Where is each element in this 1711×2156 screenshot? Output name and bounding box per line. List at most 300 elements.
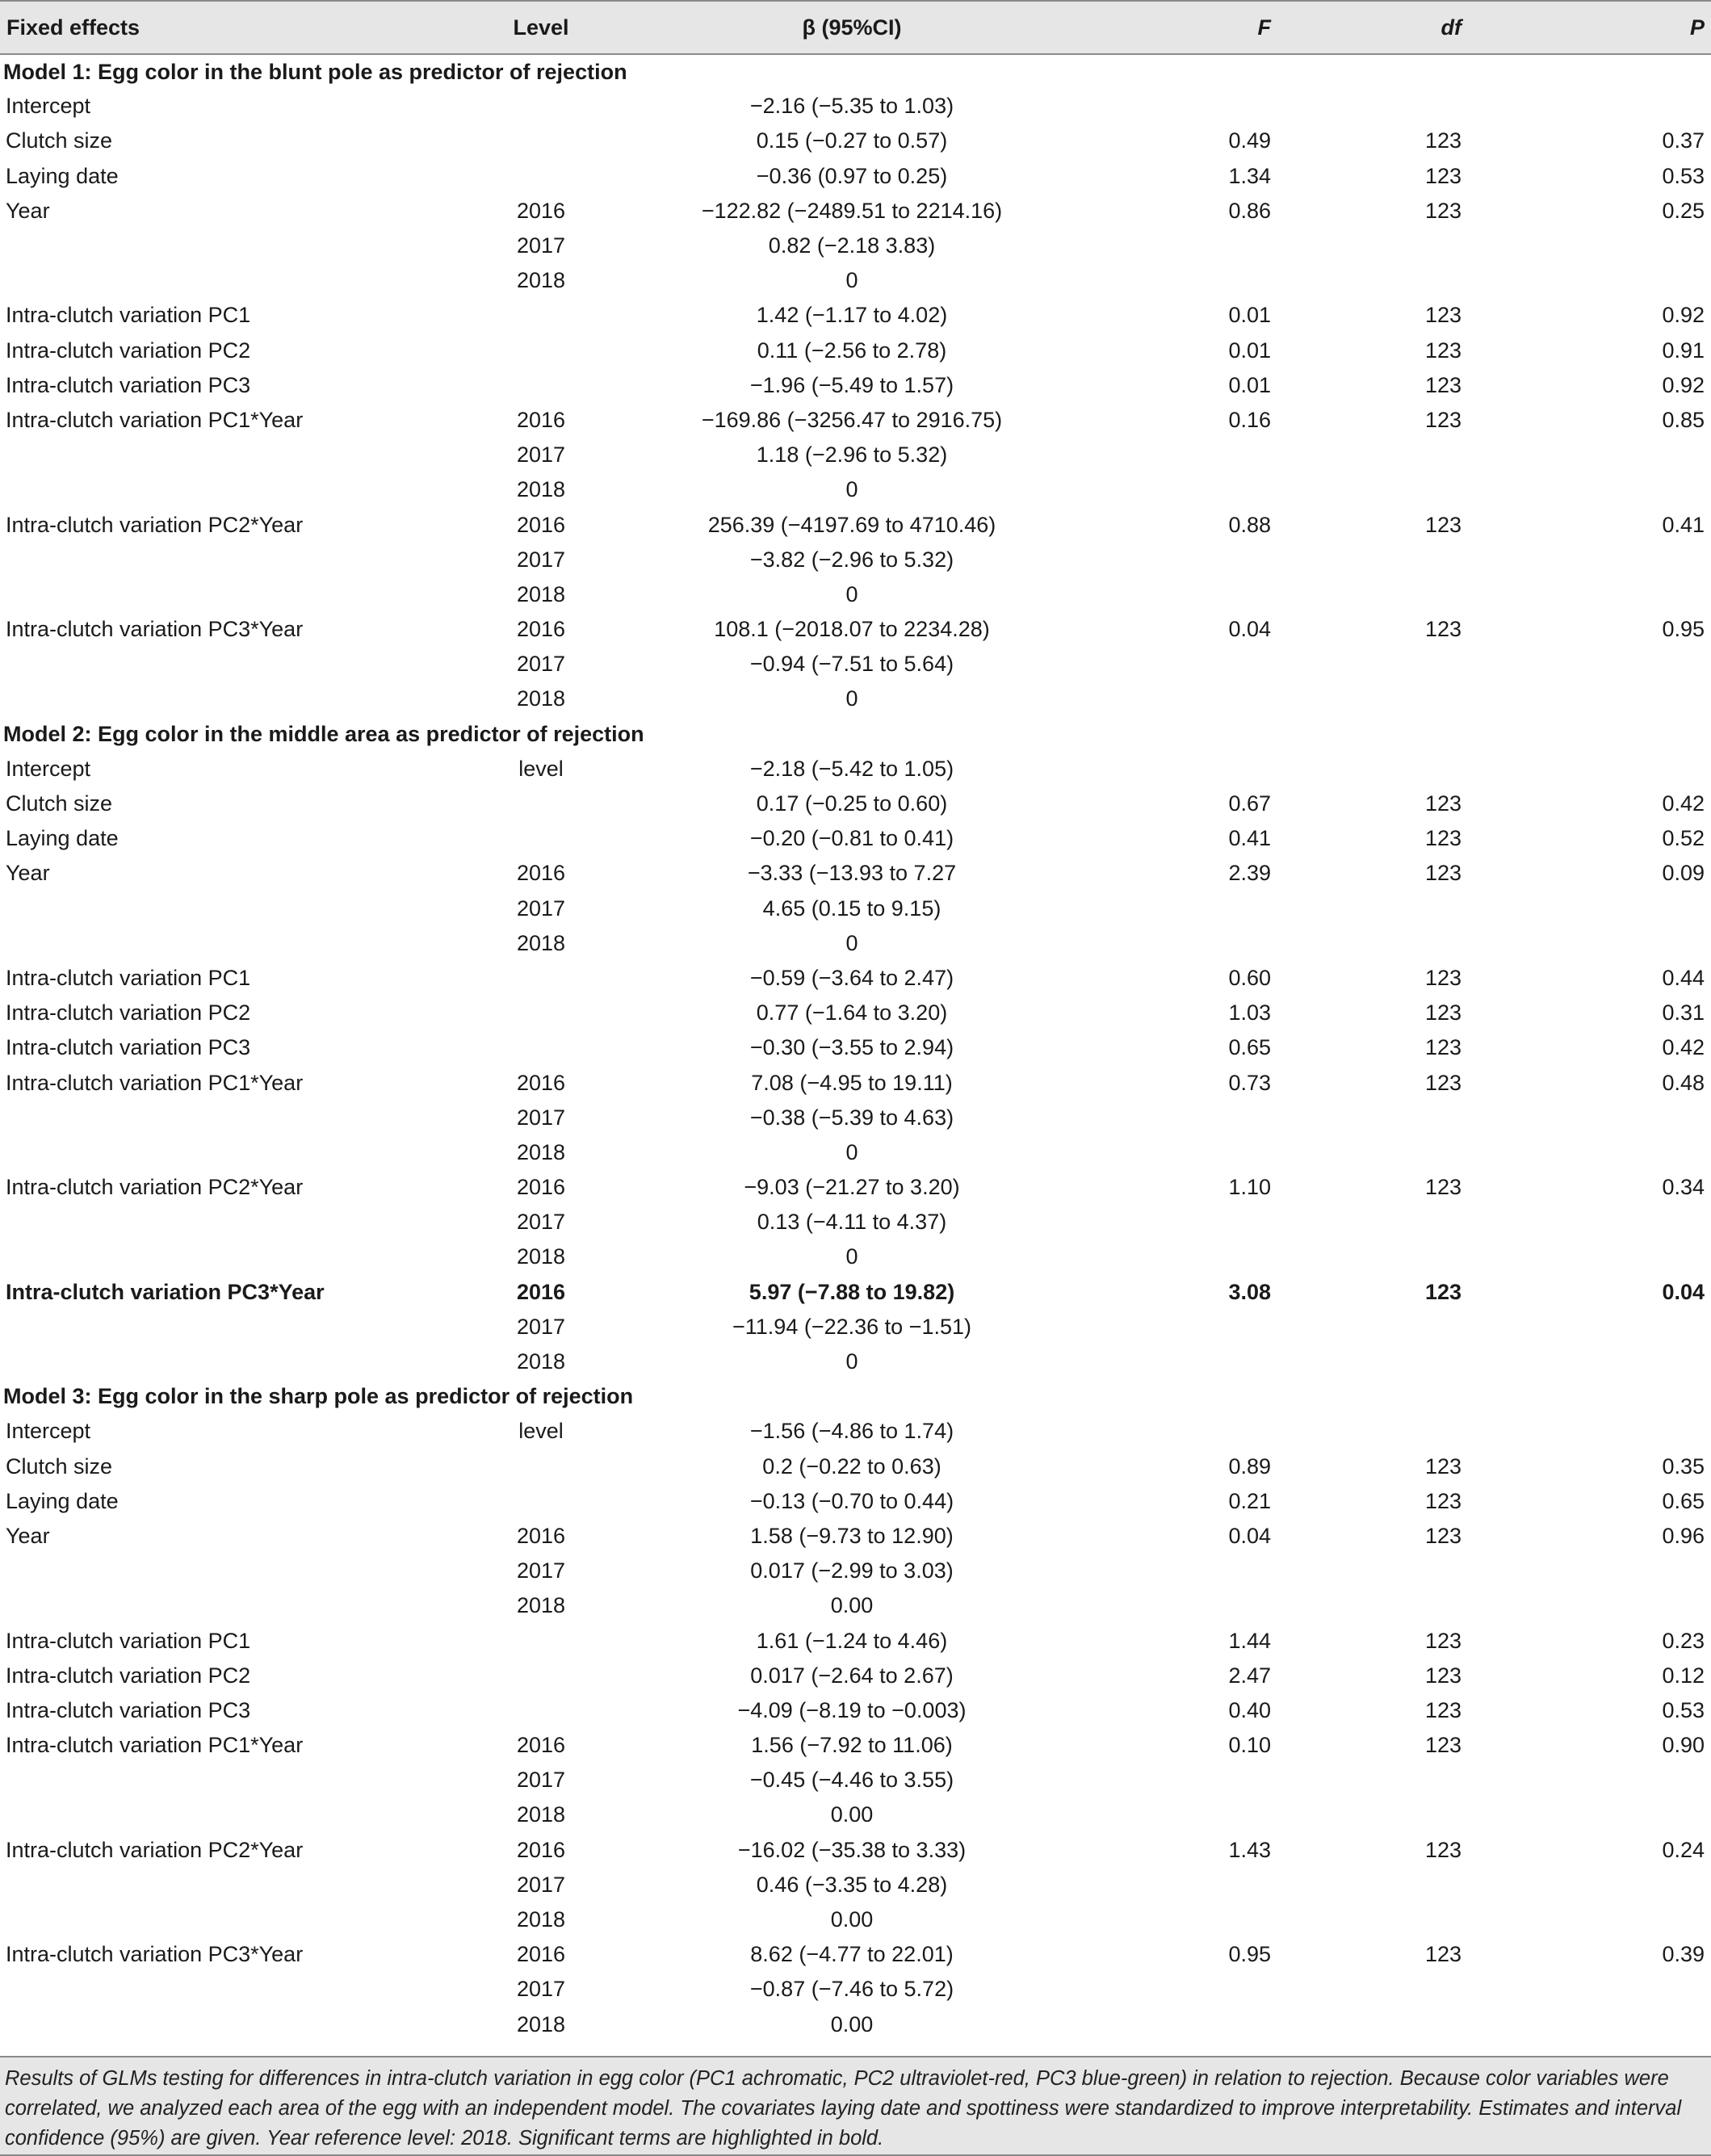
p-cell: 0.42 bbox=[1662, 1035, 1705, 1060]
df-cell bbox=[1308, 1554, 1518, 1588]
beta-cell: 0.00 bbox=[830, 1593, 874, 1618]
p-cell bbox=[1518, 1101, 1711, 1135]
df-cell: 123 bbox=[1424, 861, 1461, 886]
p-cell: 0.24 bbox=[1662, 1837, 1705, 1862]
f-cell: 0.95 bbox=[1228, 1942, 1271, 1967]
df-cell: 123 bbox=[1424, 1697, 1461, 1722]
level-cell bbox=[476, 1623, 606, 1658]
p-cell: 0.90 bbox=[1662, 1733, 1705, 1758]
p-cell: 0.65 bbox=[1662, 1488, 1705, 1513]
table-row bbox=[0, 891, 1711, 926]
beta-cell: 0.2 (−0.22 to 0.63) bbox=[762, 1453, 941, 1479]
df-cell: 123 bbox=[1424, 1000, 1461, 1026]
p-cell: 0.44 bbox=[1662, 965, 1705, 990]
effect-cell bbox=[0, 891, 476, 926]
p-cell: 0.39 bbox=[1662, 1942, 1705, 1967]
df-cell bbox=[1308, 1310, 1518, 1344]
f-cell bbox=[1098, 1797, 1308, 1832]
f-cell bbox=[1098, 89, 1308, 124]
level-cell: 2016 bbox=[516, 1070, 566, 1095]
level-cell: 2017 bbox=[516, 1105, 566, 1130]
effect-cell bbox=[0, 1101, 476, 1135]
effect-cell: Intercept bbox=[6, 94, 91, 119]
header-fixed-effects: Fixed effects bbox=[6, 15, 140, 40]
table-row bbox=[0, 507, 1711, 542]
df-cell bbox=[1308, 752, 1518, 786]
table-row bbox=[0, 159, 1711, 194]
f-cell: 0.01 bbox=[1228, 372, 1271, 397]
beta-cell: 0.00 bbox=[830, 2011, 874, 2036]
level-cell: 2017 bbox=[516, 1768, 566, 1793]
df-cell bbox=[1308, 1972, 1518, 2007]
df-cell: 123 bbox=[1424, 1523, 1461, 1548]
level-cell: 2017 bbox=[516, 233, 566, 258]
table-row bbox=[0, 647, 1711, 682]
table-row bbox=[0, 333, 1711, 368]
beta-cell: −1.56 (−4.86 to 1.74) bbox=[749, 1419, 954, 1444]
f-cell: 0.01 bbox=[1228, 338, 1271, 363]
df-cell bbox=[1308, 647, 1518, 682]
df-cell bbox=[1308, 1797, 1518, 1832]
p-cell bbox=[1518, 89, 1711, 124]
df-cell: 123 bbox=[1424, 1279, 1461, 1304]
df-cell: 123 bbox=[1424, 617, 1461, 642]
table-row bbox=[0, 298, 1711, 333]
f-cell bbox=[1098, 438, 1308, 472]
effect-cell: Clutch size bbox=[6, 128, 113, 153]
beta-cell: 0.00 bbox=[830, 1802, 874, 1827]
p-cell bbox=[1518, 1239, 1711, 1274]
level-cell: 2018 bbox=[516, 581, 566, 606]
df-cell: 123 bbox=[1424, 512, 1461, 537]
effect-cell: Laying date bbox=[6, 163, 119, 188]
df-cell: 123 bbox=[1424, 198, 1461, 223]
f-cell bbox=[1098, 1902, 1308, 1937]
p-cell bbox=[1518, 926, 1711, 961]
effect-cell: Intra-clutch variation PC2*Year bbox=[6, 1175, 304, 1200]
f-cell bbox=[1098, 263, 1308, 298]
beta-cell: −9.03 (−21.27 to 3.20) bbox=[744, 1175, 960, 1200]
p-cell: 0.42 bbox=[1662, 791, 1705, 816]
table-row bbox=[0, 1833, 1711, 1868]
p-cell: 0.52 bbox=[1662, 826, 1705, 851]
beta-cell: 0 bbox=[845, 268, 858, 293]
effect-cell bbox=[0, 472, 476, 507]
f-cell bbox=[1098, 1101, 1308, 1135]
df-cell bbox=[1308, 577, 1518, 612]
beta-cell: 0.82 (−2.18 3.83) bbox=[768, 233, 936, 258]
level-cell bbox=[476, 1030, 606, 1065]
table-row bbox=[0, 577, 1711, 612]
beta-cell: 256.39 (−4197.69 to 4710.46) bbox=[707, 512, 996, 537]
level-cell bbox=[476, 124, 606, 158]
beta-cell: 0.17 (−0.25 to 0.60) bbox=[756, 791, 948, 816]
df-cell bbox=[1308, 543, 1518, 577]
effect-cell: Intra-clutch variation PC1 bbox=[6, 1628, 251, 1653]
table-row bbox=[0, 1937, 1711, 1972]
p-cell bbox=[1518, 577, 1711, 612]
f-cell bbox=[1098, 891, 1308, 926]
effect-cell bbox=[0, 1902, 476, 1937]
table-row bbox=[0, 1239, 1711, 1274]
p-cell bbox=[1518, 2007, 1711, 2042]
f-cell bbox=[1098, 1135, 1308, 1170]
beta-cell: 0 bbox=[845, 686, 858, 711]
df-cell bbox=[1308, 1135, 1518, 1170]
table-row bbox=[0, 1414, 1711, 1449]
beta-cell: 8.62 (−4.77 to 22.01) bbox=[750, 1942, 954, 1967]
table-row bbox=[0, 1588, 1711, 1623]
header-row bbox=[0, 1, 1711, 54]
effect-cell bbox=[0, 926, 476, 961]
df-cell bbox=[1308, 1344, 1518, 1379]
effect-cell: Intra-clutch variation PC1 bbox=[6, 303, 251, 328]
p-cell: 0.31 bbox=[1662, 1000, 1705, 1026]
table-row bbox=[0, 682, 1711, 716]
level-cell bbox=[476, 821, 606, 856]
table-row bbox=[0, 1170, 1711, 1205]
p-cell: 0.91 bbox=[1662, 338, 1705, 363]
effect-cell bbox=[0, 1868, 476, 1902]
table-row bbox=[0, 752, 1711, 786]
level-cell: 2016 bbox=[516, 1733, 566, 1758]
p-cell: 0.04 bbox=[1662, 1279, 1705, 1304]
beta-cell: −0.59 (−3.64 to 2.47) bbox=[749, 965, 954, 990]
table-row bbox=[0, 1135, 1711, 1170]
level-cell bbox=[476, 1484, 606, 1519]
model-title: Model 2: Egg color in the middle area as predictor of rejection bbox=[3, 721, 644, 746]
f-cell: 0.41 bbox=[1228, 826, 1271, 851]
p-cell: 0.41 bbox=[1662, 512, 1705, 537]
p-cell bbox=[1518, 1797, 1711, 1832]
effect-cell: Intra-clutch variation PC2*Year bbox=[6, 1837, 304, 1862]
df-cell bbox=[1308, 1588, 1518, 1623]
table-row bbox=[0, 996, 1711, 1030]
beta-cell: −0.30 (−3.55 to 2.94) bbox=[749, 1035, 954, 1060]
table-row bbox=[0, 1659, 1711, 1693]
effect-cell: Intercept bbox=[6, 756, 91, 781]
table-row bbox=[0, 1972, 1711, 2007]
table-row bbox=[0, 194, 1711, 229]
effect-cell bbox=[0, 543, 476, 577]
df-cell: 123 bbox=[1424, 1070, 1461, 1095]
f-cell bbox=[1098, 1972, 1308, 2007]
level-cell: 2018 bbox=[516, 1907, 566, 1932]
table-caption: Results of GLMs testing for differences in intra-clutch variation in egg color (PC1 achromatic, PC2 ultraviolet-red, PC3 blue-green) in relation to rejection. Because color variables were correlated, we analyzed each area of the egg with an independent model. The covariates laying date and spottiness were standardized to improve interpretability. Estimates and interval confidence (95%) are given. Year reference level: 2018. Significant terms are highlighted in bold. bbox=[0, 2056, 1711, 2156]
df-cell: 123 bbox=[1424, 791, 1461, 816]
effect-cell: Year bbox=[6, 198, 50, 223]
effect-cell: Year bbox=[6, 1523, 50, 1548]
model-title-row bbox=[0, 1379, 1711, 1414]
table-row bbox=[0, 368, 1711, 403]
level-cell: 2016 bbox=[516, 617, 566, 642]
f-cell bbox=[1098, 229, 1308, 263]
p-cell: 0.34 bbox=[1662, 1175, 1705, 1200]
p-cell: 0.12 bbox=[1662, 1663, 1705, 1688]
level-cell: 2017 bbox=[516, 1872, 566, 1897]
df-cell bbox=[1308, 2007, 1518, 2042]
table-row bbox=[0, 856, 1711, 891]
table-row bbox=[0, 229, 1711, 263]
level-cell: 2018 bbox=[516, 686, 566, 711]
f-cell bbox=[1098, 1414, 1308, 1449]
p-cell: 0.92 bbox=[1662, 303, 1705, 328]
effect-cell bbox=[0, 1972, 476, 2007]
level-cell bbox=[476, 159, 606, 194]
beta-cell: 0 bbox=[845, 581, 858, 606]
beta-cell: 0 bbox=[845, 1139, 858, 1164]
level-cell: 2017 bbox=[516, 652, 566, 677]
level-cell: 2016 bbox=[516, 1837, 566, 1862]
beta-cell: 0.77 (−1.64 to 3.20) bbox=[756, 1000, 948, 1026]
level-cell: 2016 bbox=[516, 198, 566, 223]
f-cell bbox=[1098, 647, 1308, 682]
effect-cell bbox=[0, 1135, 476, 1170]
level-cell: 2017 bbox=[516, 547, 566, 572]
beta-cell: 0.00 bbox=[830, 1907, 874, 1932]
table-row bbox=[0, 1344, 1711, 1379]
f-cell: 2.39 bbox=[1228, 861, 1271, 886]
effect-cell bbox=[0, 2007, 476, 2042]
effect-cell bbox=[0, 263, 476, 298]
f-cell: 1.44 bbox=[1228, 1628, 1271, 1653]
effect-cell: Intra-clutch variation PC2*Year bbox=[6, 512, 304, 537]
p-cell bbox=[1518, 1135, 1711, 1170]
beta-cell: −0.13 (−0.70 to 0.44) bbox=[749, 1488, 954, 1513]
f-cell bbox=[1098, 1763, 1308, 1797]
f-cell: 0.16 bbox=[1228, 407, 1271, 432]
f-cell bbox=[1098, 1588, 1308, 1623]
table-row bbox=[0, 1693, 1711, 1728]
table-row bbox=[0, 961, 1711, 996]
f-cell bbox=[1098, 577, 1308, 612]
table-row bbox=[0, 124, 1711, 158]
df-cell: 123 bbox=[1424, 1453, 1461, 1479]
f-cell bbox=[1098, 472, 1308, 507]
f-cell: 0.60 bbox=[1228, 965, 1271, 990]
df-cell: 123 bbox=[1424, 1663, 1461, 1688]
beta-cell: 1.18 (−2.96 to 5.32) bbox=[756, 443, 948, 468]
df-cell: 123 bbox=[1424, 1733, 1461, 1758]
beta-cell: 1.61 (−1.24 to 4.46) bbox=[756, 1628, 948, 1653]
beta-cell: 1.56 (−7.92 to 11.06) bbox=[751, 1733, 953, 1758]
f-cell: 0.49 bbox=[1228, 128, 1271, 153]
level-cell: level bbox=[518, 1419, 564, 1444]
header-f: F bbox=[1257, 15, 1271, 40]
level-cell: 2017 bbox=[516, 1210, 566, 1235]
beta-cell: 0 bbox=[845, 1244, 858, 1269]
df-cell bbox=[1308, 472, 1518, 507]
df-cell: 123 bbox=[1424, 407, 1461, 432]
df-cell bbox=[1308, 1414, 1518, 1449]
level-cell bbox=[476, 333, 606, 368]
beta-cell: −0.87 (−7.46 to 5.72) bbox=[749, 1977, 954, 2002]
table-row bbox=[0, 1763, 1711, 1797]
table-row bbox=[0, 438, 1711, 472]
f-cell: 1.10 bbox=[1228, 1175, 1271, 1200]
p-cell bbox=[1518, 263, 1711, 298]
header-level: Level bbox=[513, 15, 569, 40]
beta-cell: −3.33 (−13.93 to 7.27 bbox=[747, 861, 957, 886]
level-cell: 2018 bbox=[516, 1802, 566, 1827]
df-cell bbox=[1308, 1902, 1518, 1937]
level-cell: 2016 bbox=[516, 1175, 566, 1200]
df-cell: 123 bbox=[1424, 1628, 1461, 1653]
level-cell: 2018 bbox=[516, 268, 566, 293]
p-cell: 0.37 bbox=[1662, 128, 1705, 153]
effect-cell: Laying date bbox=[6, 826, 119, 851]
p-cell bbox=[1518, 229, 1711, 263]
f-cell bbox=[1098, 1344, 1308, 1379]
level-cell: 2018 bbox=[516, 1139, 566, 1164]
f-cell bbox=[1098, 1239, 1308, 1274]
effect-cell: Intra-clutch variation PC2 bbox=[6, 1000, 251, 1026]
df-cell bbox=[1308, 438, 1518, 472]
header-p: P bbox=[1689, 15, 1705, 40]
table-row bbox=[0, 543, 1711, 577]
f-cell: 1.34 bbox=[1228, 163, 1271, 188]
effect-cell: Clutch size bbox=[6, 1453, 113, 1479]
f-cell: 0.73 bbox=[1228, 1070, 1271, 1095]
effect-cell bbox=[0, 1588, 476, 1623]
level-cell: 2018 bbox=[516, 477, 566, 502]
beta-cell: −16.02 (−35.38 to 3.33) bbox=[737, 1837, 967, 1862]
effect-cell: Intra-clutch variation PC1*Year bbox=[6, 1070, 304, 1095]
beta-cell: −2.16 (−5.35 to 1.03) bbox=[749, 94, 954, 119]
effect-cell bbox=[0, 1310, 476, 1344]
df-cell: 123 bbox=[1424, 1175, 1461, 1200]
table-row bbox=[0, 1623, 1711, 1658]
p-cell: 0.25 bbox=[1662, 198, 1705, 223]
beta-cell: 0.15 (−0.27 to 0.57) bbox=[756, 128, 948, 153]
df-cell bbox=[1308, 926, 1518, 961]
level-cell: 2017 bbox=[516, 443, 566, 468]
level-cell: 2018 bbox=[516, 2011, 566, 2036]
effect-cell: Intra-clutch variation PC3 bbox=[6, 372, 251, 397]
level-cell: 2018 bbox=[516, 1244, 566, 1269]
model-title: Model 1: Egg color in the blunt pole as predictor of rejection bbox=[3, 59, 627, 84]
df-cell: 123 bbox=[1424, 128, 1461, 153]
beta-cell: −169.86 (−3256.47 to 2916.75) bbox=[701, 407, 1003, 432]
beta-cell: 7.08 (−4.95 to 19.11) bbox=[751, 1070, 953, 1095]
level-cell bbox=[476, 996, 606, 1030]
beta-cell: 5.97 (−7.88 to 19.82) bbox=[749, 1279, 955, 1304]
effect-cell bbox=[0, 1205, 476, 1239]
f-cell bbox=[1098, 682, 1308, 716]
df-cell: 123 bbox=[1424, 1035, 1461, 1060]
f-cell bbox=[1098, 1554, 1308, 1588]
p-cell bbox=[1518, 438, 1711, 472]
effect-cell: Intra-clutch variation PC1*Year bbox=[6, 1733, 304, 1758]
beta-cell: 1.42 (−1.17 to 4.02) bbox=[756, 303, 948, 328]
p-cell: 0.23 bbox=[1662, 1628, 1705, 1653]
df-cell bbox=[1308, 1763, 1518, 1797]
f-cell bbox=[1098, 543, 1308, 577]
table-row bbox=[0, 1868, 1711, 1902]
beta-cell: −0.94 (−7.51 to 5.64) bbox=[749, 652, 954, 677]
beta-cell: 0.11 (−2.56 to 2.78) bbox=[757, 338, 947, 363]
effect-cell: Intra-clutch variation PC1 bbox=[6, 965, 251, 990]
df-cell bbox=[1308, 1101, 1518, 1135]
f-cell: 0.88 bbox=[1228, 512, 1271, 537]
beta-cell: 0 bbox=[845, 1349, 858, 1374]
effect-cell bbox=[0, 229, 476, 263]
level-cell: 2016 bbox=[516, 861, 566, 886]
df-cell bbox=[1308, 1239, 1518, 1274]
model-title-row bbox=[0, 54, 1711, 89]
level-cell bbox=[476, 786, 606, 821]
p-cell: 0.92 bbox=[1662, 372, 1705, 397]
p-cell bbox=[1518, 1554, 1711, 1588]
effect-cell bbox=[0, 1554, 476, 1588]
level-cell bbox=[476, 961, 606, 996]
f-cell: 2.47 bbox=[1228, 1663, 1271, 1688]
beta-cell: 0.017 (−2.64 to 2.67) bbox=[750, 1663, 954, 1688]
df-cell bbox=[1308, 1205, 1518, 1239]
beta-cell: −0.36 (0.97 to 0.25) bbox=[756, 163, 948, 188]
p-cell bbox=[1518, 752, 1711, 786]
f-cell bbox=[1098, 1205, 1308, 1239]
beta-cell: 0 bbox=[845, 477, 858, 502]
beta-cell: −2.18 (−5.42 to 1.05) bbox=[749, 756, 954, 781]
level-cell bbox=[476, 1659, 606, 1693]
df-cell bbox=[1308, 891, 1518, 926]
p-cell bbox=[1518, 1344, 1711, 1379]
table-row bbox=[0, 1902, 1711, 1937]
header-df: df bbox=[1441, 15, 1461, 40]
level-cell bbox=[476, 1693, 606, 1728]
effect-cell: Intra-clutch variation PC3 bbox=[6, 1697, 251, 1722]
beta-cell: −4.09 (−8.19 to −0.003) bbox=[737, 1697, 967, 1722]
effect-cell bbox=[0, 1763, 476, 1797]
effect-cell: Intra-clutch variation PC2 bbox=[6, 1663, 251, 1688]
beta-cell: −122.82 (−2489.51 to 2214.16) bbox=[701, 198, 1003, 223]
df-cell: 123 bbox=[1424, 826, 1461, 851]
df-cell bbox=[1308, 89, 1518, 124]
table-row bbox=[0, 1065, 1711, 1100]
p-cell: 0.85 bbox=[1662, 407, 1705, 432]
table-row bbox=[0, 1449, 1711, 1484]
effect-cell bbox=[0, 682, 476, 716]
f-cell bbox=[1098, 752, 1308, 786]
p-cell: 0.53 bbox=[1662, 163, 1705, 188]
df-cell: 123 bbox=[1424, 338, 1461, 363]
effect-cell: Intra-clutch variation PC3 bbox=[6, 1035, 251, 1060]
level-cell bbox=[476, 298, 606, 333]
table-row bbox=[0, 612, 1711, 647]
beta-cell: 108.1 (−2018.07 to 2234.28) bbox=[714, 617, 990, 642]
df-cell: 123 bbox=[1424, 163, 1461, 188]
df-cell bbox=[1308, 682, 1518, 716]
beta-cell: −11.94 (−22.36 to −1.51) bbox=[732, 1314, 971, 1339]
df-cell: 123 bbox=[1424, 1488, 1461, 1513]
level-cell: 2016 bbox=[516, 1523, 566, 1548]
df-cell bbox=[1308, 1868, 1518, 1902]
f-cell: 0.21 bbox=[1228, 1488, 1271, 1513]
p-cell bbox=[1518, 1902, 1711, 1937]
table-row bbox=[0, 472, 1711, 507]
table-row bbox=[0, 1275, 1711, 1310]
effect-cell: Intra-clutch variation PC1*Year bbox=[6, 407, 304, 432]
df-cell bbox=[1308, 229, 1518, 263]
p-cell bbox=[1518, 1588, 1711, 1623]
beta-cell: 4.65 (0.15 to 9.15) bbox=[762, 896, 941, 921]
p-cell bbox=[1518, 1205, 1711, 1239]
table-row bbox=[0, 403, 1711, 438]
beta-cell: −0.45 (−4.46 to 3.55) bbox=[749, 1768, 954, 1793]
f-cell: 0.89 bbox=[1228, 1453, 1271, 1479]
p-cell bbox=[1518, 1310, 1711, 1344]
